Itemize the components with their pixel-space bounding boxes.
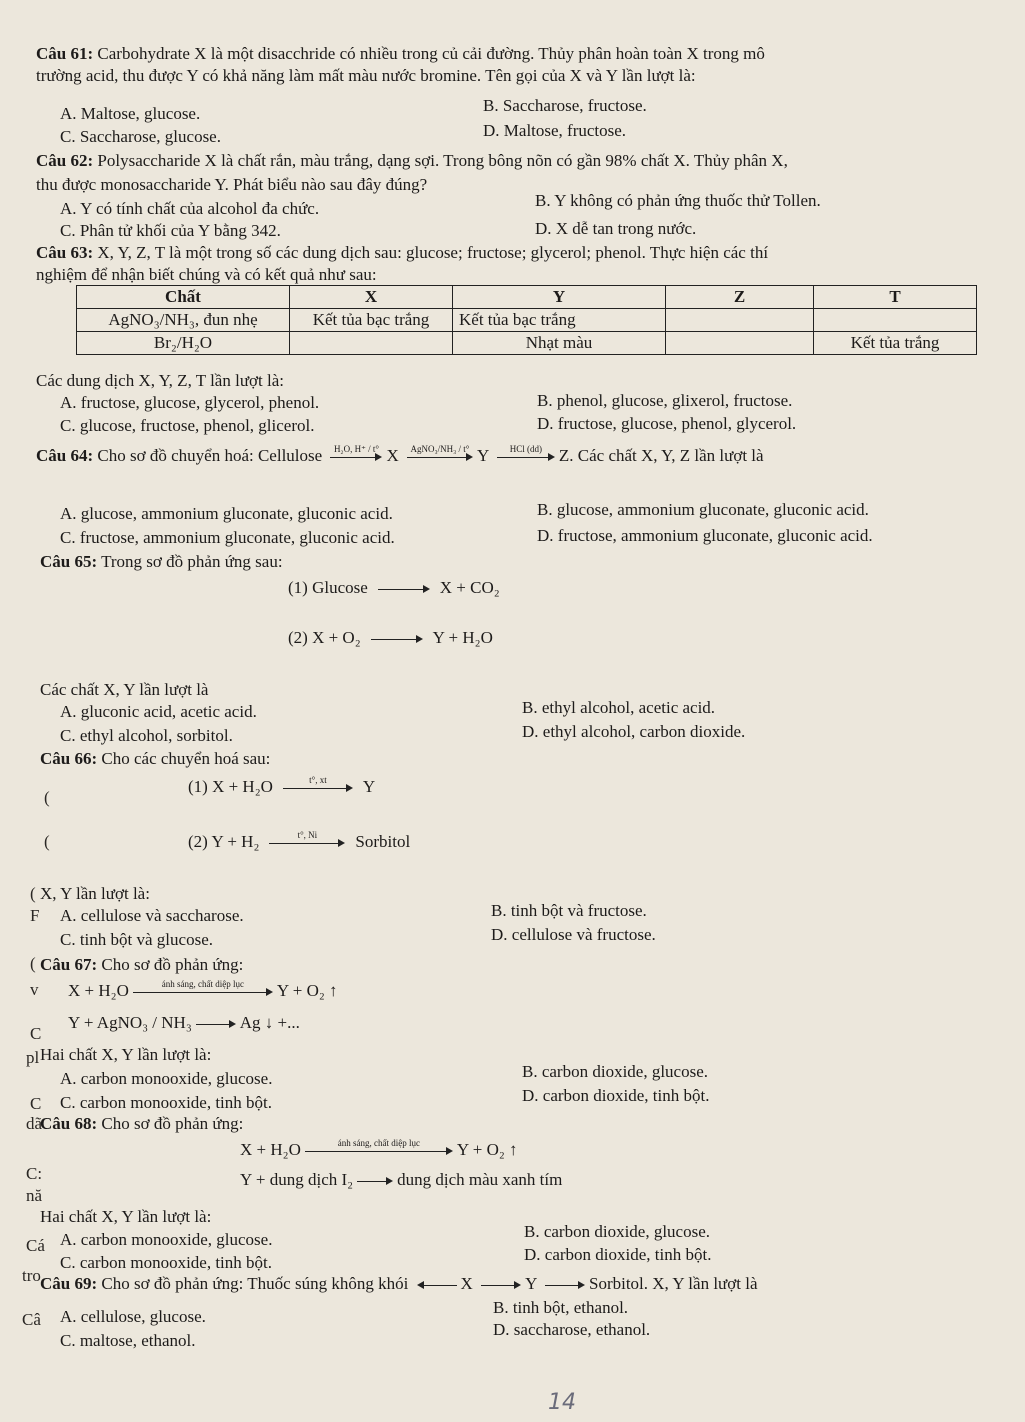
q63-option-d[interactable]: D. fructose, glucose, phenol, glycerol. xyxy=(537,414,797,433)
q65-reaction-2: (2) X + O₂ Y + H₂O xyxy=(288,628,493,647)
q65-option-a[interactable]: A. gluconic acid, acetic acid. xyxy=(60,702,257,721)
edge-fragment: nă xyxy=(26,1186,43,1205)
q66-option-b[interactable]: B. tinh bột và fructose. xyxy=(491,901,647,920)
q61-option-a[interactable]: A. Maltose, glucose. xyxy=(60,104,201,123)
q65-after: Các chất X, Y lần lượt là xyxy=(40,680,209,699)
table-header-cell: Y xyxy=(453,286,666,309)
reaction-arrow xyxy=(196,1017,236,1031)
q63-option-c[interactable]: C. glucose, fructose, phenol, glicerol. xyxy=(60,416,315,435)
table-cell: AgNO₃/NH₃, đun nhẹ xyxy=(77,309,290,332)
edge-fragment: Cá xyxy=(26,1236,45,1255)
page-number: 14 xyxy=(548,1390,576,1415)
q69-stem: Câu 69: Cho sơ đồ phản ứng: Thuốc súng không khói X Y Sorbitol. X, Y lần lượt là xyxy=(40,1274,758,1293)
edge-fragment: ( xyxy=(44,788,50,807)
q64-stem: Câu 64: Cho sơ đồ chuyển hoá: Cellulose H₂O, H⁺ / t° X AgNO₃/NH₃ / t° Y HCl (dd) Z. Các chất X, Y, Z lần lượt là xyxy=(36,444,764,465)
edge-fragment: C xyxy=(30,1094,42,1113)
q62-option-c[interactable]: C. Phân tử khối của Y bằng 342. xyxy=(60,221,281,240)
q67-option-b[interactable]: B. carbon dioxide, glucose. xyxy=(522,1062,709,1081)
table-cell: Kết tủa trắng xyxy=(814,332,977,355)
q62-stem-line1: Câu 62: Polysaccharide X là chất rắn, màu trắng, dạng sợi. Trong bông nõn có gần 98% chất X. Thủy phân X, xyxy=(36,151,788,170)
q64-option-c[interactable]: C. fructose, ammonium gluconate, gluconic acid. xyxy=(60,528,395,547)
table-cell: Br₂/H₂O xyxy=(77,332,290,355)
table-cell: Kết tủa bạc trắng xyxy=(453,309,666,332)
table-row xyxy=(77,309,977,332)
edge-fragment: C: xyxy=(26,1164,43,1183)
q68-stem: Câu 68: Cho sơ đồ phản ứng: xyxy=(40,1114,244,1133)
table-cell xyxy=(290,332,453,355)
q61-option-d[interactable]: D. Maltose, fructose. xyxy=(483,121,627,140)
table-header-row xyxy=(77,286,977,309)
q66-after: X, Y lần lượt là: xyxy=(40,884,150,903)
reaction-arrow xyxy=(481,1278,521,1292)
table-header-cell: Z xyxy=(666,286,814,309)
q68-option-a[interactable]: A. carbon monooxide, glucose. xyxy=(60,1230,273,1249)
reaction-arrow: t°, xt xyxy=(283,781,353,795)
edge-fragment: tro xyxy=(22,1266,41,1285)
q68-option-d[interactable]: D. carbon dioxide, tinh bột. xyxy=(524,1245,712,1264)
q67-reaction-1: X + H₂O ánh sáng, chất diệp lục Y + O₂ ↑ xyxy=(68,979,338,1000)
table-cell: Nhạt màu xyxy=(453,332,666,355)
q63-stem-line1: Câu 63: X, Y, Z, T là một trong số các dung dịch sau: glucose; fructose; glycerol; phenol. Thực hiện các thí xyxy=(36,243,769,262)
table-cell xyxy=(666,332,814,355)
q67-after: Hai chất X, Y lần lượt là: xyxy=(40,1045,212,1064)
q67-stem: Câu 67: Cho sơ đồ phản ứng: xyxy=(40,955,244,974)
edge-fragment: ( xyxy=(30,884,36,903)
reaction-arrow: H₂O, H⁺ / t° xyxy=(330,450,382,464)
q66-reaction-1: (1) X + H₂O t°, xt Y xyxy=(188,775,376,796)
reaction-arrow: t°, Ni xyxy=(269,836,345,850)
table-cell: Kết tủa bạc trắng xyxy=(290,309,453,332)
q66-stem: Câu 66: Cho các chuyển hoá sau: xyxy=(40,749,271,768)
q63-stem-line2: nghiệm để nhận biết chúng và có kết quả như sau: xyxy=(36,265,377,284)
table-cell xyxy=(666,309,814,332)
edge-fragment: C xyxy=(30,1024,42,1043)
q63-option-b[interactable]: B. phenol, glucose, glixerol, fructose. xyxy=(537,391,793,410)
q68-reaction-2: Y + dung dịch I₂ dung dịch màu xanh tím xyxy=(240,1170,563,1189)
q64-option-d[interactable]: D. fructose, ammonium gluconate, gluconic acid. xyxy=(537,526,873,545)
q62-stem-line2: thu được monosaccharide Y. Phát biểu nào sau đây đúng? xyxy=(36,175,428,194)
table-header-cell: X xyxy=(290,286,453,309)
q64-option-a[interactable]: A. glucose, ammonium gluconate, gluconic acid. xyxy=(60,504,393,523)
q61-option-c[interactable]: C. Saccharose, glucose. xyxy=(60,127,221,146)
edge-fragment: Câ xyxy=(22,1310,41,1329)
reaction-arrow: HCl (dd) xyxy=(497,450,555,464)
q63-after: Các dung dịch X, Y, Z, T lần lượt là: xyxy=(36,371,284,390)
q69-option-b[interactable]: B. tinh bột, ethanol. xyxy=(493,1298,629,1317)
q64-option-b[interactable]: B. glucose, ammonium gluconate, gluconic acid. xyxy=(537,500,869,519)
q66-reaction-2: (2) Y + H₂ t°, Ni Sorbitol xyxy=(188,830,411,851)
q68-reaction-1: X + H₂O ánh sáng, chất diệp lục Y + O₂ ↑ xyxy=(240,1138,518,1159)
reaction-arrow xyxy=(417,1278,457,1292)
reaction-arrow xyxy=(357,1174,393,1188)
q65-reaction-1: (1) Glucose X + CO₂ xyxy=(288,578,500,597)
q68-after: Hai chất X, Y lần lượt là: xyxy=(40,1207,212,1226)
q68-option-c[interactable]: C. carbon monooxide, tinh bột. xyxy=(60,1253,273,1272)
reaction-arrow: ánh sáng, chất diệp lục xyxy=(305,1144,453,1158)
q65-option-d[interactable]: D. ethyl alcohol, carbon dioxide. xyxy=(522,722,746,741)
reaction-arrow: AgNO₃/NH₃ / t° xyxy=(407,450,473,464)
q62-option-b[interactable]: B. Y không có phản ứng thuốc thử Tollen. xyxy=(535,191,821,210)
q69-option-a[interactable]: A. cellulose, glucose. xyxy=(60,1307,206,1326)
q66-option-d[interactable]: D. cellulose và fructose. xyxy=(491,925,656,944)
table-row xyxy=(77,332,977,355)
q65-stem: Câu 65: Trong sơ đồ phản ứng sau: xyxy=(40,552,283,571)
q67-option-d[interactable]: D. carbon dioxide, tinh bột. xyxy=(522,1086,710,1105)
q69-option-d[interactable]: D. saccharose, ethanol. xyxy=(493,1320,651,1339)
q61-stem-line1: Câu 61: Carbohydrate X là một disacchride có nhiều trong củ cải đường. Thủy phân hoàn toàn X trong mô xyxy=(36,44,765,63)
edge-fragment: ( xyxy=(30,954,36,973)
q65-option-b[interactable]: B. ethyl alcohol, acetic acid. xyxy=(522,698,716,717)
q63-result-table xyxy=(76,285,977,355)
reaction-arrow: ánh sáng, chất diệp lục xyxy=(133,985,273,999)
table-cell xyxy=(814,309,977,332)
q67-option-a[interactable]: A. carbon monooxide, glucose. xyxy=(60,1069,273,1088)
edge-fragment: pl xyxy=(26,1048,40,1067)
q67-reaction-2: Y + AgNO₃ / NH₃ Ag ↓ +... xyxy=(68,1013,300,1032)
edge-fragment: v xyxy=(30,980,39,999)
q61-option-b[interactable]: B. Saccharose, fructose. xyxy=(483,96,647,115)
q65-option-c[interactable]: C. ethyl alcohol, sorbitol. xyxy=(60,726,233,745)
q66-option-c[interactable]: C. tinh bột và glucose. xyxy=(60,930,213,949)
q61-stem-line2: trường acid, thu được Y có khả năng làm mất màu nước bromine. Tên gọi của X và Y lần lượt là: xyxy=(36,66,696,85)
q63-option-a[interactable]: A. fructose, glucose, glycerol, phenol. xyxy=(60,393,320,412)
q62-option-d[interactable]: D. X dễ tan trong nước. xyxy=(535,219,697,238)
edge-fragment: F xyxy=(30,906,40,925)
q62-option-a[interactable]: A. Y có tính chất của alcohol đa chức. xyxy=(60,199,320,218)
q69-option-c[interactable]: C. maltose, ethanol. xyxy=(60,1331,196,1350)
table-header-cell: Chất xyxy=(77,286,290,309)
reaction-arrow xyxy=(371,632,423,646)
edge-fragment: dã xyxy=(26,1114,43,1133)
reaction-arrow xyxy=(378,582,430,596)
reaction-arrow xyxy=(545,1278,585,1292)
q66-option-a[interactable]: A. cellulose và saccharose. xyxy=(60,906,244,925)
q68-option-b[interactable]: B. carbon dioxide, glucose. xyxy=(524,1222,711,1241)
edge-fragment: ( xyxy=(44,832,50,851)
table-header-cell: T xyxy=(814,286,977,309)
q67-option-c[interactable]: C. carbon monooxide, tinh bột. xyxy=(60,1093,273,1112)
